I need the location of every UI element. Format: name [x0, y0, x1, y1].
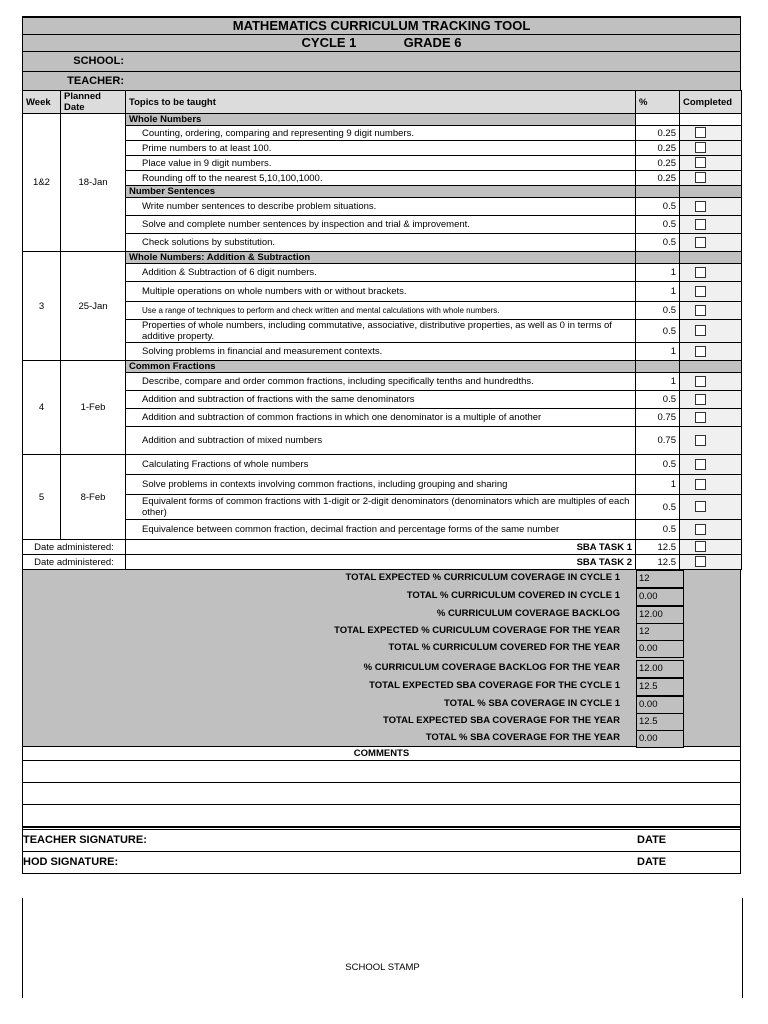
- topic-percent: 1: [636, 282, 680, 302]
- sba-completed-cell: [680, 540, 742, 555]
- completed-cell: [680, 302, 742, 320]
- summary-row: [23, 640, 742, 658]
- summary-row: [23, 713, 742, 731]
- completed-checkbox[interactable]: [695, 524, 706, 535]
- section-pct-cell: [636, 186, 680, 198]
- completed-cell: [680, 126, 742, 141]
- topic-row: [23, 234, 742, 252]
- topic-text: Equivalence between common fraction, decimal fraction and percentage forms of the same number: [126, 520, 636, 540]
- sba-completed-cell: [680, 555, 742, 570]
- school-label: SCHOOL:: [73, 55, 124, 67]
- completed-cell: [680, 520, 742, 540]
- summary-row: [23, 730, 742, 748]
- topic-percent: 1: [636, 373, 680, 391]
- topic-text: Solve and complete number sentences by inspection and trial & improvement.: [126, 216, 636, 234]
- topic-text: Prime numbers to at least 100.: [126, 141, 636, 156]
- section-row: [23, 114, 742, 126]
- topic-percent: 0.5: [636, 320, 680, 343]
- summary-row: [23, 678, 742, 696]
- school-row[interactable]: [22, 51, 741, 71]
- topic-percent: 0.5: [636, 216, 680, 234]
- topic-text: Describe, compare and order common fractions, including specifically tenths and hundredths.: [126, 373, 636, 391]
- completed-cell: [680, 198, 742, 216]
- completed-cell: [680, 171, 742, 186]
- completed-cell: [680, 427, 742, 455]
- topic-row: [23, 141, 742, 156]
- completed-checkbox[interactable]: [695, 479, 706, 490]
- comment-line[interactable]: [23, 761, 740, 783]
- sba-percent: 12.5: [636, 540, 680, 555]
- topic-percent: 1: [636, 343, 680, 361]
- topic-text: Use a range of techniques to perform and check written and mental calculations with whole numbers.: [126, 302, 636, 320]
- planned-date-cell: 18-Jan: [61, 114, 126, 252]
- section-title: Common Fractions: [126, 361, 636, 373]
- topic-row: [23, 455, 742, 475]
- completed-checkbox[interactable]: [695, 157, 706, 168]
- topic-text: Place value in 9 digit numbers.: [126, 156, 636, 171]
- topic-percent: 0.5: [636, 455, 680, 475]
- completed-cell: [680, 495, 742, 520]
- topic-text: Write number sentences to describe problem situations.: [126, 198, 636, 216]
- topic-row: [23, 373, 742, 391]
- teacher-row[interactable]: [22, 71, 741, 90]
- col-planned-date: Planned Date: [61, 91, 126, 114]
- section-title: Whole Numbers: [126, 114, 636, 126]
- topic-percent: 0.75: [636, 427, 680, 455]
- sba-row: [23, 540, 742, 555]
- school-stamp-label: SCHOOL STAMP: [345, 962, 420, 973]
- topic-row: [23, 391, 742, 409]
- completed-checkbox[interactable]: [695, 305, 706, 316]
- summary-value: 0.00: [636, 588, 684, 606]
- topic-row: [23, 171, 742, 186]
- completed-cell: [680, 320, 742, 343]
- topic-percent: 0.25: [636, 141, 680, 156]
- summary-value: 0.00: [636, 640, 684, 658]
- summary-row: [23, 696, 742, 714]
- week-cell: 4: [23, 361, 61, 455]
- completed-checkbox[interactable]: [695, 127, 706, 138]
- section-pct-cell: [636, 114, 680, 126]
- sba-percent: 12.5: [636, 555, 680, 570]
- summary-value: 12.5: [636, 678, 684, 696]
- summary-label: % CURRICULUM COVERAGE BACKLOG FOR THE YEAR: [363, 662, 620, 673]
- completed-checkbox[interactable]: [695, 325, 706, 336]
- hod-signature-label: HOD SIGNATURE:: [23, 856, 119, 868]
- topic-row: [23, 409, 742, 427]
- topic-row: [23, 156, 742, 171]
- topic-row: [23, 427, 742, 455]
- sba-completed-checkbox[interactable]: [695, 541, 706, 552]
- summary-label: TOTAL EXPECTED SBA COVERAGE FOR THE YEAR: [382, 715, 620, 726]
- summary-value: 12.00: [636, 660, 684, 678]
- topic-row: [23, 264, 742, 282]
- completed-cell: [680, 455, 742, 475]
- topic-text: Rounding off to the nearest 5,10,100,1000.: [126, 171, 636, 186]
- topic-text: Solve problems in contexts involving common fractions, including grouping and sharing: [126, 475, 636, 495]
- topic-text: Counting, ordering, comparing and representing 9 digit numbers.: [126, 126, 636, 141]
- topic-row: [23, 126, 742, 141]
- completed-checkbox[interactable]: [695, 346, 706, 357]
- summary-row: [23, 588, 742, 606]
- summary-value: 0.00: [636, 696, 684, 714]
- topic-text: Addition and subtraction of common fractions in which one denominator is a multiple of another: [126, 409, 636, 427]
- topic-row: [23, 475, 742, 495]
- comments-section: [22, 747, 741, 828]
- col-week: Week: [23, 91, 61, 114]
- table-header-row: [23, 91, 742, 114]
- sba-row: [23, 555, 742, 570]
- completed-checkbox[interactable]: [695, 435, 706, 446]
- topic-row: [23, 495, 742, 520]
- topic-text: Addition and subtraction of fractions with the same denominators: [126, 391, 636, 409]
- topic-row: [23, 343, 742, 361]
- summary-row: [23, 623, 742, 641]
- topic-text: Equivalent forms of common fractions with 1-digit or 2-digit denominators (denominators which are multiples of each other): [126, 495, 636, 520]
- completed-checkbox[interactable]: [695, 172, 706, 183]
- date-administered-label[interactable]: Date administered:: [23, 540, 126, 555]
- section-row: [23, 252, 742, 264]
- planned-date-cell: 25-Jan: [61, 252, 126, 361]
- summary-row: [23, 660, 742, 678]
- summary-value: 0.00: [636, 730, 684, 748]
- completed-checkbox[interactable]: [695, 201, 706, 212]
- teacher-date-label: DATE: [637, 834, 667, 846]
- topic-row: [23, 282, 742, 302]
- topic-percent: 1: [636, 264, 680, 282]
- week-cell: 1&2: [23, 114, 61, 252]
- teacher-signature-label: TEACHER SIGNATURE:: [23, 834, 147, 846]
- section-completed-cell: [680, 186, 742, 198]
- summary-value: 12.5: [636, 713, 684, 731]
- planned-date-cell: 1-Feb: [61, 361, 126, 455]
- cycle-label: CYCLE 1: [301, 35, 357, 50]
- topic-text: Addition and subtraction of mixed numbers: [126, 427, 636, 455]
- topic-row: [23, 302, 742, 320]
- topic-percent: 0.5: [636, 302, 680, 320]
- coverage-summary: [22, 570, 741, 747]
- col-percent: %: [636, 91, 680, 114]
- completed-checkbox[interactable]: [695, 286, 706, 297]
- cycle-grade-bar: [22, 34, 741, 51]
- section-completed-cell: [680, 252, 742, 264]
- teacher-label: TEACHER:: [67, 75, 124, 87]
- week-cell: 5: [23, 455, 61, 540]
- topic-text: Check solutions by substitution.: [126, 234, 636, 252]
- topic-percent: 0.5: [636, 495, 680, 520]
- summary-label: TOTAL % CURRICULUM COVERED IN CYCLE 1: [406, 590, 620, 601]
- summary-label: TOTAL EXPECTED % CURICULUM COVERAGE FOR THE YEAR: [334, 625, 620, 636]
- completed-cell: [680, 264, 742, 282]
- completed-cell: [680, 373, 742, 391]
- planned-date-cell: 8-Feb: [61, 455, 126, 540]
- topic-row: [23, 320, 742, 343]
- completed-checkbox[interactable]: [695, 412, 706, 423]
- summary-label: % CURRICULUM COVERAGE BACKLOG: [436, 608, 620, 619]
- completed-checkbox[interactable]: [695, 501, 706, 512]
- comment-line[interactable]: [23, 805, 740, 827]
- teacher-signature-row[interactable]: [22, 829, 741, 852]
- section-row: [23, 186, 742, 198]
- summary-label: TOTAL EXPECTED SBA COVERAGE FOR THE CYCLE 1: [369, 680, 620, 691]
- tracking-sheet: [22, 16, 741, 874]
- summary-row: [23, 570, 742, 588]
- topic-text: Addition & Subtraction of 6 digit numbers.: [126, 264, 636, 282]
- summary-label: TOTAL % CURRICULUM COVERED FOR THE YEAR: [388, 642, 620, 653]
- topic-text: Multiple operations on whole numbers with or without brackets.: [126, 282, 636, 302]
- completed-cell: [680, 156, 742, 171]
- comment-line[interactable]: [23, 783, 740, 805]
- completed-cell: [680, 343, 742, 361]
- completed-checkbox[interactable]: [695, 394, 706, 405]
- section-title: Number Sentences: [126, 186, 636, 198]
- topic-percent: 0.5: [636, 198, 680, 216]
- completed-cell: [680, 391, 742, 409]
- section-title: Whole Numbers: Addition & Subtraction: [126, 252, 636, 264]
- document-title: MATHEMATICS CURRICULUM TRACKING TOOL: [22, 16, 741, 34]
- topic-percent: 0.25: [636, 171, 680, 186]
- topic-text: Calculating Fractions of whole numbers: [126, 455, 636, 475]
- completed-checkbox[interactable]: [695, 267, 706, 278]
- completed-cell: [680, 234, 742, 252]
- summary-value: 12: [636, 570, 684, 588]
- topics-table: [22, 90, 742, 570]
- section-completed-cell: [680, 114, 742, 126]
- topic-percent: 0.25: [636, 156, 680, 171]
- completed-cell: [680, 216, 742, 234]
- hod-signature-row[interactable]: [22, 852, 741, 874]
- col-completed: Completed: [680, 91, 742, 114]
- summary-label: TOTAL EXPECTED % CURRICULUM COVERAGE IN CYCLE 1: [345, 572, 620, 583]
- completed-cell: [680, 282, 742, 302]
- topic-percent: 0.5: [636, 520, 680, 540]
- summary-label: TOTAL % SBA COVERAGE FOR THE YEAR: [425, 732, 620, 743]
- col-topics: Topics to be taught: [126, 91, 636, 114]
- completed-cell: [680, 475, 742, 495]
- topic-percent: 0.75: [636, 409, 680, 427]
- school-stamp-area: [22, 898, 743, 998]
- topic-percent: 0.5: [636, 391, 680, 409]
- completed-checkbox[interactable]: [695, 459, 706, 470]
- topic-row: [23, 520, 742, 540]
- topic-percent: 0.25: [636, 126, 680, 141]
- summary-value: 12.00: [636, 606, 684, 624]
- date-administered-label[interactable]: Date administered:: [23, 555, 126, 570]
- completed-checkbox[interactable]: [695, 142, 706, 153]
- hod-date-label: DATE: [637, 856, 667, 868]
- sba-completed-checkbox[interactable]: [695, 556, 706, 567]
- grade-label: GRADE 6: [403, 35, 462, 50]
- completed-checkbox[interactable]: [695, 219, 706, 230]
- sba-task-label: SBA TASK 2: [126, 555, 636, 570]
- section-pct-cell: [636, 252, 680, 264]
- topic-row: [23, 198, 742, 216]
- summary-value: 12: [636, 623, 684, 641]
- completed-checkbox[interactable]: [695, 376, 706, 387]
- completed-checkbox[interactable]: [695, 237, 706, 248]
- completed-cell: [680, 409, 742, 427]
- week-cell: 3: [23, 252, 61, 361]
- section-completed-cell: [680, 361, 742, 373]
- section-pct-cell: [636, 361, 680, 373]
- topic-percent: 1: [636, 475, 680, 495]
- comments-title: COMMENTS: [23, 747, 740, 761]
- section-row: [23, 361, 742, 373]
- completed-cell: [680, 141, 742, 156]
- summary-label: TOTAL % SBA COVERAGE IN CYCLE 1: [444, 698, 620, 709]
- topic-percent: 0.5: [636, 234, 680, 252]
- topic-row: [23, 216, 742, 234]
- summary-row: [23, 606, 742, 624]
- topic-text: Solving problems in financial and measurement contexts.: [126, 343, 636, 361]
- topic-text: Properties of whole numbers, including commutative, associative, distributive properties, as well as 0 in terms of additive property.: [126, 320, 636, 343]
- sba-task-label: SBA TASK 1: [126, 540, 636, 555]
